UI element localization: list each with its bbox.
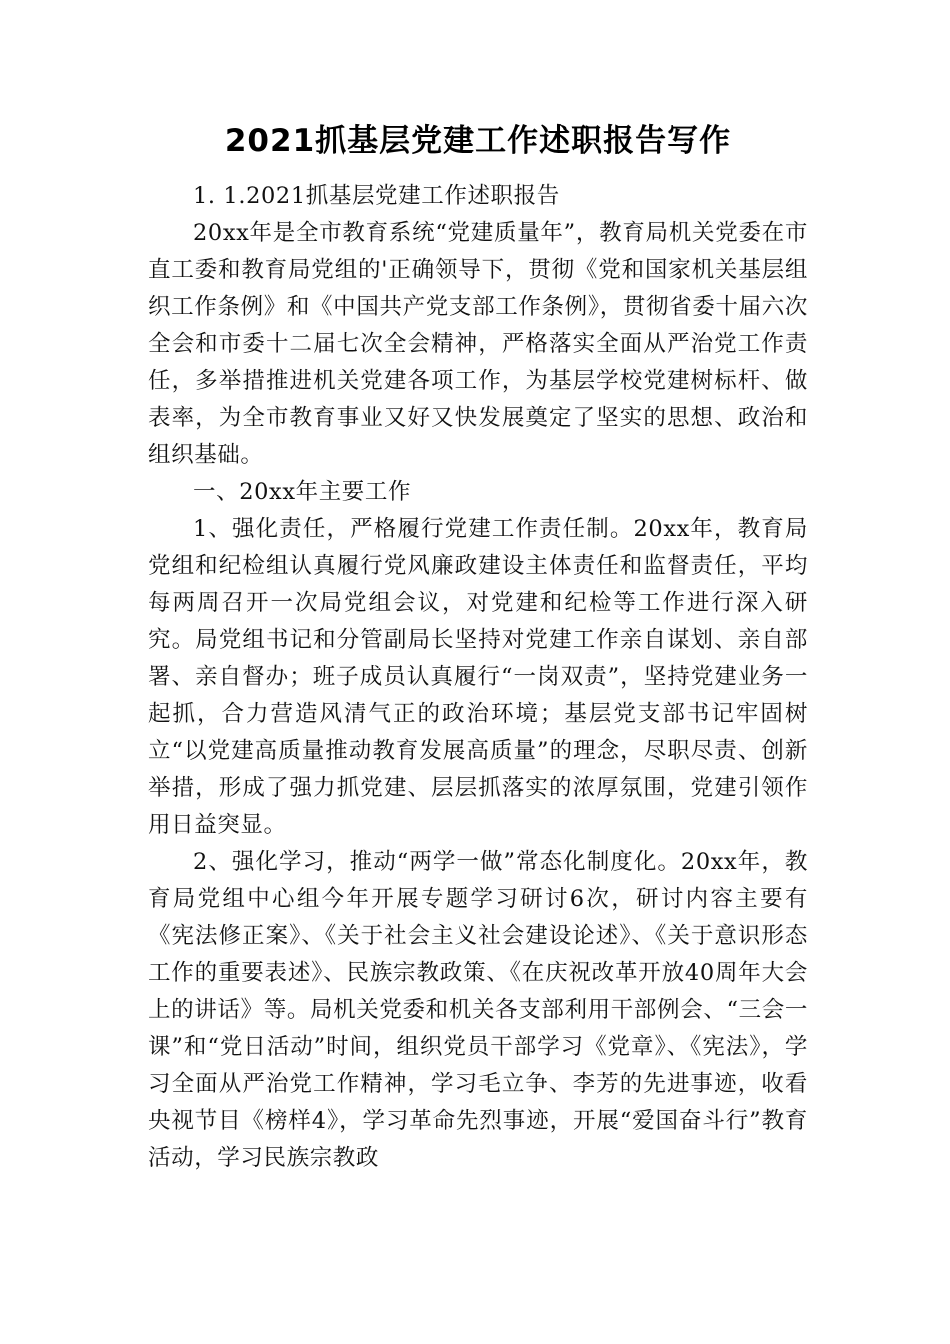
item-2-paragraph: 2、强化学习，推动“两学一做”常态化制度化。20xx年，教育局党组中心组今年开展专题学习研讨6次，研讨内容主要有《宪法修正案》、《关于社会主义社会建设论述》、《关于意识形态工作的重要表述》、民族宗教政策、《在庆祝改革开放40周年大会上的讲话》等。局机关党委和机关各支部利用干部例会、“三会一课”和“党日活动”时间，组织党员干部学习《党章》、《宪法》，学习全面从严治党工作精神，学习毛立争、李芳的先进事迹，收看央视节目《榜样4》，学习革命先烈事迹，开展“爱国奋斗行”教育活动，学习民族宗教政 [148,849,808,1171]
document-page [148,112,808,1177]
item-1-paragraph: 1、强化责任，严格履行党建工作责任制。20xx年，教育局党组和纪检组认真履行党风廉政建设主体责任和监督责任，平均每两周召开一次局党组会议，对党建和纪检等工作进行深入研究。局党组书记和分管副局长坚持对党建工作亲自谋划、亲自部署、亲自督办；班子成员认真履行“一岗双责”，坚持党建业务一起抓，合力营造风清气正的政治环境；基层党支部书记牢固树立“以党建高质量推动教育发展高质量”的理念，尽职尽责、创新举措，形成了强力抓党建、层层抓落实的浓厚氛围，党建引领作用日益突显。 [148,516,808,838]
section-heading: 一、20xx年主要工作 [193,479,412,505]
document-title: 2021抓基层党建工作述职报告写作 [224,123,732,159]
intro-paragraph: 20xx年是全市教育系统“党建质量年”，教育局机关党委在市直工委和教育局党组的'正确领导下，贯彻《党和国家机关基层组织工作条例》和《中国共产党支部工作条例》，贯彻省委十届六次全会和市委十二届七次全会精神，严格落实全面从严治党工作责任，多举措推进机关党建各项工作，为基层学校党建树标杆、做表率，为全市教育事业又好又快发展奠定了坚实的思想、政治和组织基础。 [148,220,808,468]
document-subtitle: 1. 1.2021抓基层党建工作述职报告 [193,183,560,209]
